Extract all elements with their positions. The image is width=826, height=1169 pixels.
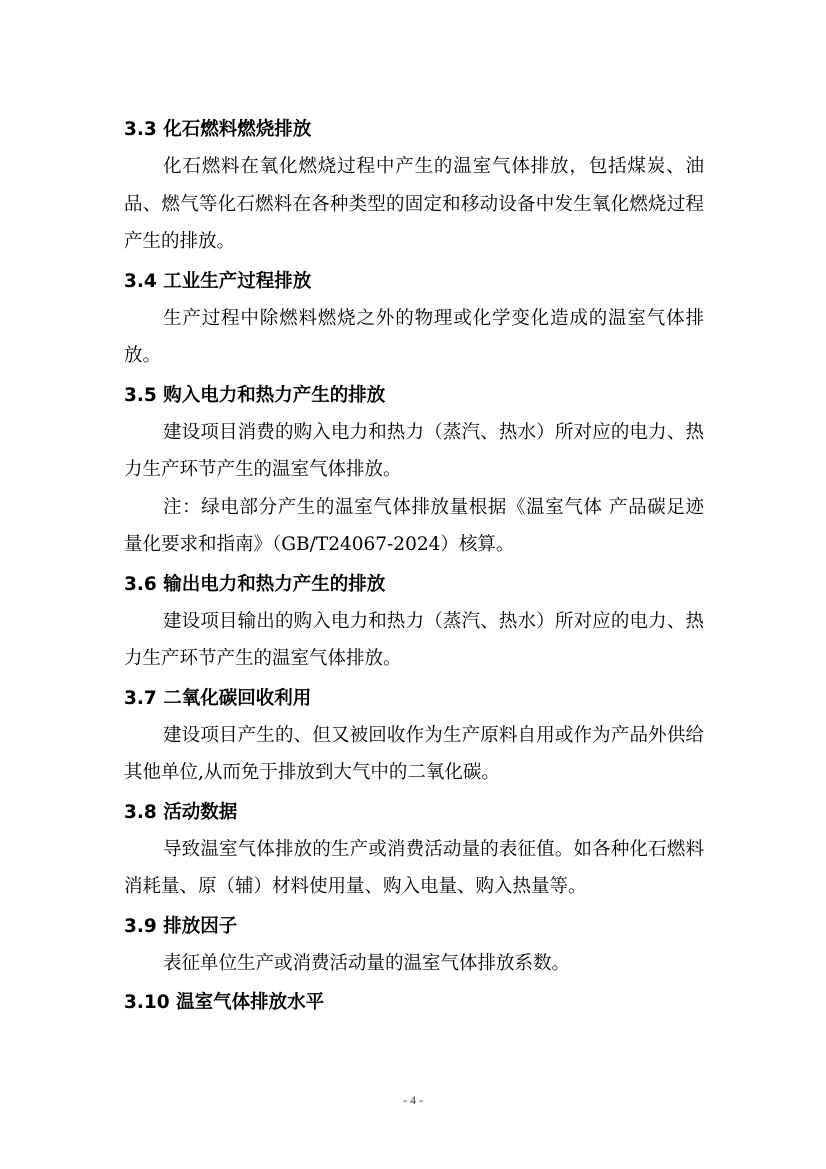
section-3-3 <box>124 112 704 261</box>
section-paragraph: 建设项目产生的、但又被回收作为生产原料自用或作为产品外供给其他单位,从而免于排放到大气中的二氧化碳。 <box>124 724 704 783</box>
section-heading: 3.9 排放因子 <box>124 915 238 937</box>
section-heading: 3.8 活动数据 <box>124 801 238 823</box>
section-heading: 3.5 购入电力和热力产生的排放 <box>124 384 386 406</box>
section-heading: 3.10 温室气体排放水平 <box>124 992 325 1013</box>
page-number: - 4 - <box>403 1093 423 1107</box>
section-paragraph: 建设项目输出的购入电力和热力（蒸汽、热水）所对应的电力、热力生产环节产生的温室气体排放。 <box>124 610 704 669</box>
section-3-9 <box>124 909 704 983</box>
section-paragraph: 建设项目消费的购入电力和热力（蒸汽、热水）所对应的电力、热力生产环节产生的温室气体排放。 <box>124 421 704 480</box>
section-heading: 3.6 输出电力和热力产生的排放 <box>124 573 386 595</box>
section-paragraph: 生产过程中除燃料燃烧之外的物理或化学变化造成的温室气体排放。 <box>124 307 704 366</box>
section-3-5 <box>124 378 704 564</box>
section-paragraph: 导致温室气体排放的生产或消费活动量的表征值。如各种化石燃料消耗量、原（辅）材料使用量、购入电量、购入热量等。 <box>124 838 704 897</box>
section-3-4 <box>124 264 704 375</box>
document-body <box>124 112 704 1021</box>
section-3-6 <box>124 567 704 678</box>
section-heading: 3.3 化石燃料燃烧排放 <box>124 119 312 140</box>
section-heading: 3.7 二氧化碳回收利用 <box>124 687 312 709</box>
section-heading: 3.4 工业生产过程排放 <box>124 270 312 292</box>
section-3-8 <box>124 795 704 906</box>
section-note: 注：绿电部分产生的温室气体排放量根据《温室气体 产品碳足迹量化要求和指南》（GB/T24067-2024）核算。 <box>124 496 704 555</box>
section-paragraph: 化石燃料在氧化燃烧过程中产生的温室气体排放，包括煤炭、油品、燃气等化石燃料在各种类型的固定和移动设备中发生氧化燃烧过程产生的排放。 <box>124 156 704 252</box>
section-paragraph: 表征单位生产或消费活动量的温室气体排放系数。 <box>163 952 571 974</box>
section-3-10 <box>124 985 704 1021</box>
section-3-7 <box>124 681 704 792</box>
